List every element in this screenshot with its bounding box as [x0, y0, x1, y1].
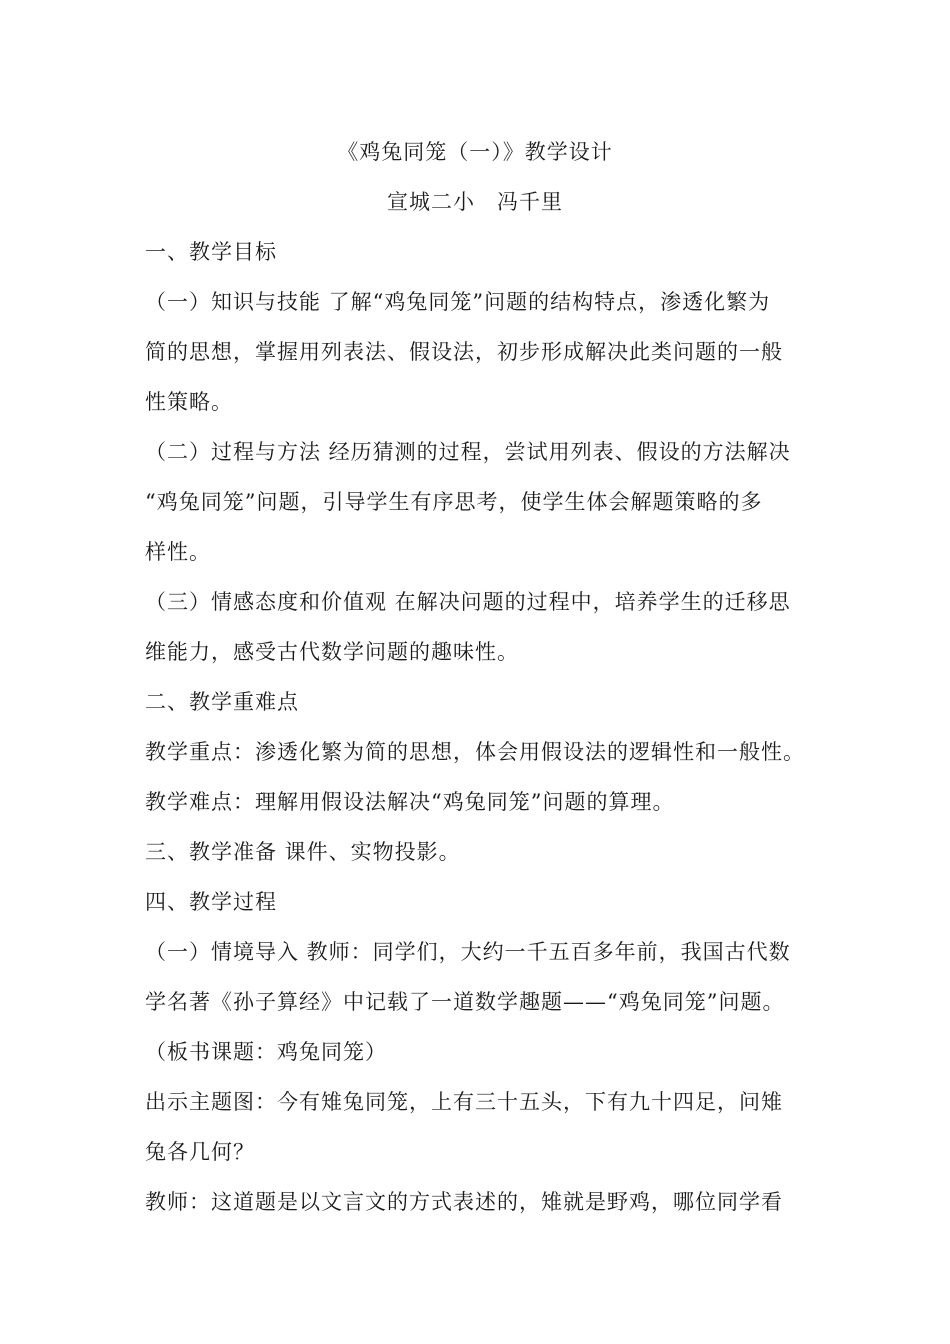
section-heading-key-points: 二、教学重难点	[145, 690, 299, 714]
author-line: 宣城二小 冯千里	[387, 190, 563, 214]
section-heading-preparation: 三、教学准备 课件、实物投影。	[145, 840, 461, 864]
paragraph-line: 兔各几何？	[145, 1140, 255, 1164]
paragraph-line: 简的思想，掌握用列表法、假设法，初步形成解决此类问题的一般	[145, 340, 783, 364]
document-title: 《鸡兔同笼（一）》教学设计	[337, 140, 613, 164]
paragraph-line: （一）知识与技能 了解“鸡兔同笼”问题的结构特点，渗透化繁为	[145, 290, 771, 314]
paragraph-line: 维能力，感受古代数学问题的趣味性。	[145, 640, 519, 664]
paragraph-line: （一）情境导入 教师：同学们，大约一千五百多年前，我国古代数	[145, 940, 791, 964]
paragraph-line: 出示主题图：今有雉兔同笼，上有三十五头，下有九十四足，问雉	[145, 1090, 783, 1114]
paragraph-line: 教学难点：理解用假设法解决“鸡兔同笼”问题的算理。	[145, 790, 675, 814]
paragraph-line: （二）过程与方法 经历猜测的过程，尝试用列表、假设的方法解决	[145, 440, 791, 464]
paragraph-line: 教学重点：渗透化繁为简的思想，体会用假设法的逻辑性和一般性。	[145, 740, 805, 764]
paragraph-line: 教师：这道题是以文言文的方式表述的，雉就是野鸡，哪位同学看	[145, 1190, 783, 1214]
paragraph-line: 性策略。	[145, 390, 233, 414]
paragraph-line: （板书课题：鸡兔同笼）	[145, 1040, 387, 1064]
paragraph-line: （三）情感态度和价值观 在解决问题的过程中，培养学生的迁移思	[145, 590, 791, 614]
paragraph-line: 学名著《孙子算经》中记载了一道数学趣题——“鸡兔同笼”问题。	[145, 990, 785, 1014]
section-heading-objectives: 一、教学目标	[145, 240, 277, 264]
section-heading-process: 四、教学过程	[145, 890, 277, 914]
paragraph-line: 样性。	[145, 540, 211, 564]
paragraph-line: “鸡兔同笼”问题，引导学生有序思考，使学生体会解题策略的多	[145, 490, 763, 514]
